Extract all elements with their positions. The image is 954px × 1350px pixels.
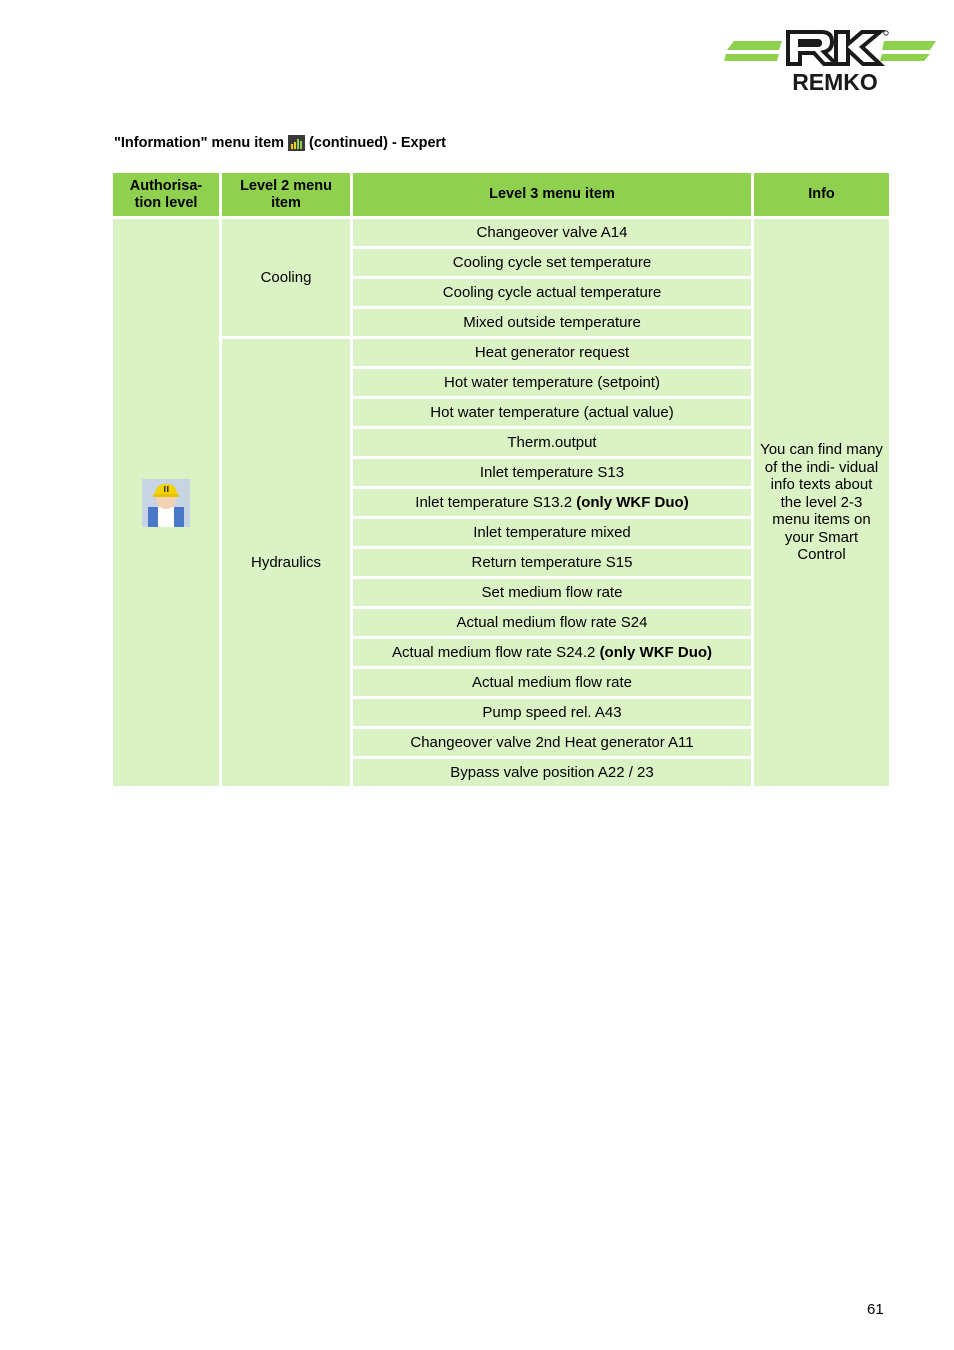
level3-item: Hot water temperature (actual value) — [353, 399, 751, 426]
level3-item: Pump speed rel. A43 — [353, 699, 751, 726]
level3-item: Inlet temperature mixed — [353, 519, 751, 546]
header-level-3: Level 3 menu item — [353, 173, 751, 216]
level3-item: Set medium flow rate — [353, 579, 751, 606]
level3-item: Hot water temperature (setpoint) — [353, 369, 751, 396]
level3-item: Inlet temperature S13 — [353, 459, 751, 486]
level3-item: Cooling cycle set temperature — [353, 249, 751, 276]
level3-item: Actual medium flow rate S24.2 (only WKF Duo) — [353, 639, 751, 666]
level3-item: Bypass valve position A22 / 23 — [353, 759, 751, 786]
level3-item: Therm.output — [353, 429, 751, 456]
table-header-row — [113, 173, 889, 216]
logo-wordmark: REMKO — [792, 69, 878, 94]
group-hydraulics: Hydraulics — [222, 339, 350, 786]
remko-logo — [724, 28, 938, 94]
authorisation-cell — [113, 219, 219, 786]
level3-item: Changeover valve A14 — [353, 219, 751, 246]
page-number: 61 — [867, 1301, 884, 1318]
section-title-prefix: "Information" menu item — [114, 135, 285, 151]
section-title — [114, 135, 446, 151]
level3-item: Actual medium flow rate — [353, 669, 751, 696]
header-info: Info — [754, 173, 889, 216]
level3-item: Return temperature S15 — [353, 549, 751, 576]
group-cooling: Cooling — [222, 219, 350, 336]
header-level-2: Level 2 menu item — [222, 173, 350, 216]
level3-item: Changeover valve 2nd Heat generator A11 — [353, 729, 751, 756]
level3-item: Inlet temperature S13.2 (only WKF Duo) — [353, 489, 751, 516]
bar-chart-icon — [288, 135, 305, 151]
section-title-suffix: (continued) - Expert — [309, 135, 446, 151]
information-menu-table — [110, 170, 892, 789]
table-row — [113, 219, 889, 246]
header-authorisation-level: Authorisa- tion level — [113, 173, 219, 216]
info-cell: You can find many of the indi- vidual info texts about the level 2-3 menu items on your Smart Control — [754, 219, 889, 786]
level3-item: Heat generator request — [353, 339, 751, 366]
level3-item: Cooling cycle actual temperature — [353, 279, 751, 306]
expert-worker-icon — [142, 479, 190, 527]
level3-item: Actual medium flow rate S24 — [353, 609, 751, 636]
level3-item: Mixed outside temperature — [353, 309, 751, 336]
